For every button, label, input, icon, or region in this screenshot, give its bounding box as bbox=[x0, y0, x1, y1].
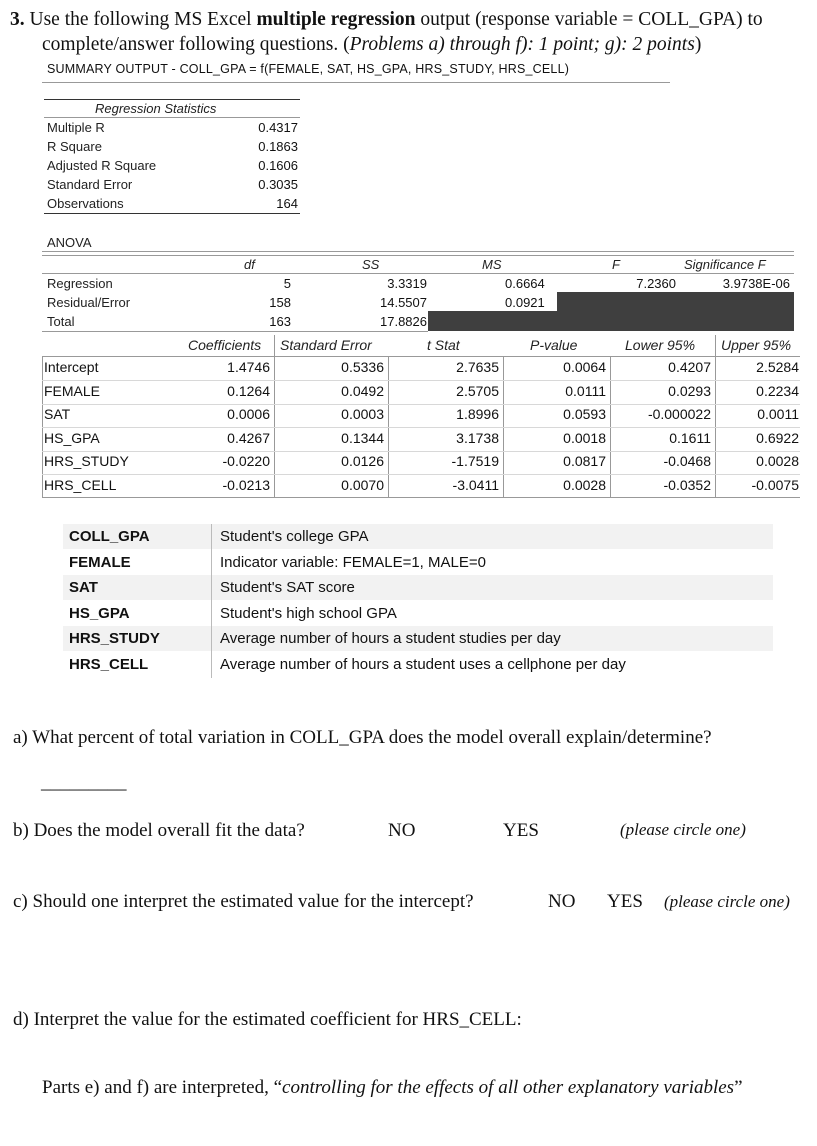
part-a-answer-blank: _________ bbox=[41, 772, 127, 793]
part-b-option-no[interactable]: NO bbox=[388, 820, 416, 841]
stat-label: Observations bbox=[47, 196, 124, 211]
question-line-2 bbox=[42, 33, 701, 57]
definition-row bbox=[63, 550, 773, 575]
stat-label: R Square bbox=[47, 139, 102, 154]
regression-statistics-header: Regression Statistics bbox=[95, 101, 217, 116]
coef-tstat: 3.1738 bbox=[456, 429, 499, 446]
coef-lower95: -0.0352 bbox=[663, 476, 711, 493]
stat-value: 0.1606 bbox=[258, 158, 298, 173]
stat-value: 0.4317 bbox=[258, 120, 298, 135]
definition-row bbox=[63, 575, 773, 600]
coef-upper95: 2.5284 bbox=[756, 359, 799, 375]
definition-description: Student's SAT score bbox=[220, 579, 355, 596]
part-b-question: b) Does the model overall fit the data? bbox=[13, 820, 305, 841]
coef-upper95: 0.0028 bbox=[756, 453, 799, 469]
definition-description: Indicator variable: FEMALE=1, MALE=0 bbox=[220, 553, 486, 571]
coef-tstat: -1.7519 bbox=[451, 453, 499, 469]
coef-standard-error: 0.5336 bbox=[341, 359, 384, 375]
coef-standard-error: 0.0070 bbox=[341, 476, 384, 493]
coef-header-upper95: Upper 95% bbox=[721, 337, 792, 353]
question-text: Use the following MS Excel bbox=[29, 9, 257, 30]
coef-value: 1.4746 bbox=[227, 359, 270, 375]
question-line-1 bbox=[10, 8, 763, 32]
parts-ef-italic: controlling for the effects of all other explanatory variables bbox=[282, 1077, 735, 1098]
coef-value: -0.0220 bbox=[222, 453, 270, 469]
coef-standard-error: 0.1344 bbox=[341, 429, 384, 446]
part-d-question: d) Interpret the value for the estimated coefficient for HRS_CELL: bbox=[13, 1009, 522, 1030]
anova-df: 158 bbox=[269, 295, 291, 310]
part-b-option-yes[interactable]: YES bbox=[503, 820, 539, 841]
part-c-note bbox=[664, 892, 790, 912]
coef-lower95: 0.0293 bbox=[668, 382, 711, 399]
coef-pvalue: 0.0018 bbox=[563, 429, 606, 446]
redacted-cell bbox=[428, 311, 794, 331]
anova-ms: 0.0921 bbox=[505, 295, 545, 310]
coef-value: -0.0213 bbox=[222, 476, 270, 493]
coef-tstat: -3.0411 bbox=[452, 476, 499, 493]
definition-variable-name: COLL_GPA bbox=[69, 528, 150, 545]
anova-ms: 0.6664 bbox=[505, 276, 545, 291]
coef-pvalue: 0.0817 bbox=[563, 453, 606, 469]
question-points: Problems a) through f): 1 point; g): 2 points bbox=[349, 34, 695, 55]
definition-row bbox=[63, 524, 773, 549]
stat-label: Standard Error bbox=[47, 177, 133, 192]
definition-variable-name: HS_GPA bbox=[69, 604, 130, 622]
coef-lower95: -0.0468 bbox=[663, 453, 711, 469]
coef-lower95: 0.1611 bbox=[669, 429, 711, 446]
anova-ss: 3.3319 bbox=[387, 276, 427, 291]
coef-value: 0.0006 bbox=[227, 406, 270, 422]
stat-label: Adjusted R Square bbox=[47, 158, 157, 173]
anova-row-label: Regression bbox=[47, 276, 113, 291]
coef-pvalue: 0.0064 bbox=[563, 359, 606, 375]
anova-header-df: df bbox=[244, 257, 255, 272]
definition-variable-name: HRS_CELL bbox=[69, 655, 149, 673]
coef-value: 0.1264 bbox=[227, 382, 270, 399]
anova-significance: 3.9738E-06 bbox=[722, 276, 790, 291]
anova-f: 7.2360 bbox=[636, 276, 676, 291]
definition-row bbox=[63, 652, 773, 677]
anova-ss: 17.8826 bbox=[380, 314, 427, 329]
stat-value: 164 bbox=[276, 196, 298, 211]
part-c-question: c) Should one interpret the estimated value for the intercept? bbox=[13, 891, 474, 912]
definition-variable-name: SAT bbox=[69, 579, 98, 596]
definition-row bbox=[63, 601, 773, 626]
anova-header-ms: MS bbox=[482, 257, 502, 272]
part-c-option-no[interactable]: NO bbox=[548, 891, 576, 912]
coef-upper95: 0.0011 bbox=[757, 406, 799, 422]
coef-row-label: HRS_CELL bbox=[44, 476, 117, 493]
definition-variable-name: FEMALE bbox=[69, 553, 131, 571]
parts-ef-note bbox=[42, 1077, 743, 1099]
anova-header-ss: SS bbox=[362, 257, 380, 272]
anova-header-f: F bbox=[612, 257, 620, 272]
anova-df: 5 bbox=[283, 276, 291, 291]
anova-df: 163 bbox=[269, 314, 291, 329]
definition-description: Student's high school GPA bbox=[220, 604, 397, 622]
part-b-note-text: (please circle one) bbox=[620, 820, 746, 839]
definition-description: Average number of hours a student studies per day bbox=[220, 630, 561, 647]
coef-header-se: Standard Error bbox=[280, 337, 372, 353]
part-c-note-text: (please circle one) bbox=[664, 892, 790, 911]
coef-pvalue: 0.0593 bbox=[563, 406, 606, 422]
stat-label: Multiple R bbox=[47, 120, 105, 135]
part-c-option-yes[interactable]: YES bbox=[607, 891, 643, 912]
coef-standard-error: 0.0003 bbox=[341, 406, 384, 422]
coef-upper95: 0.6922 bbox=[756, 429, 799, 446]
coef-header-pvalue: P-value bbox=[530, 337, 578, 353]
part-b-note bbox=[620, 820, 746, 840]
part-a-question: a) What percent of total variation in COLL_GPA does the model overall explain/determine? bbox=[13, 727, 712, 748]
question-bold-text: multiple regression bbox=[256, 9, 416, 30]
question-number: 3. bbox=[10, 9, 25, 30]
coef-row-label: HRS_STUDY bbox=[44, 453, 129, 469]
definition-variable-name: HRS_STUDY bbox=[69, 630, 160, 647]
redacted-cell bbox=[557, 292, 794, 311]
coef-standard-error: 0.0126 bbox=[341, 453, 384, 469]
question-line2-end: ) bbox=[694, 34, 702, 55]
parts-ef-pre: Parts e) and f) are interpreted, “ bbox=[42, 1077, 283, 1098]
definition-description: Student's college GPA bbox=[220, 528, 369, 545]
definition-description: Average number of hours a student uses a cellphone per day bbox=[220, 655, 626, 673]
parts-ef-post: ” bbox=[734, 1077, 743, 1098]
coef-lower95: 0.4207 bbox=[668, 359, 711, 375]
stat-value: 0.3035 bbox=[258, 177, 298, 192]
anova-header-significance: Significance F bbox=[684, 257, 766, 272]
coef-lower95: -0.000022 bbox=[647, 406, 711, 422]
coef-upper95: 0.2234 bbox=[756, 382, 799, 399]
question-text-end: output (response variable = COLL_GPA) to bbox=[415, 9, 763, 30]
coef-standard-error: 0.0492 bbox=[341, 382, 384, 399]
coef-row-label: HS_GPA bbox=[44, 429, 100, 446]
coef-pvalue: 0.0028 bbox=[563, 476, 606, 493]
anova-row-label: Total bbox=[47, 314, 75, 329]
coef-pvalue: 0.0111 bbox=[565, 382, 606, 399]
question-line2-text: complete/answer following questions. ( bbox=[42, 34, 350, 55]
coef-row-label: SAT bbox=[44, 406, 71, 422]
coef-header-lower95: Lower 95% bbox=[625, 337, 696, 353]
coef-value: 0.4267 bbox=[227, 429, 270, 446]
anova-title: ANOVA bbox=[47, 235, 92, 250]
coef-tstat: 2.7635 bbox=[456, 359, 499, 375]
coef-tstat: 2.5705 bbox=[456, 382, 499, 399]
anova-ss: 14.5507 bbox=[380, 295, 427, 310]
coef-tstat: 1.8996 bbox=[456, 406, 499, 422]
coef-upper95: -0.0075 bbox=[751, 476, 799, 493]
coef-header-tstat: t Stat bbox=[427, 337, 460, 353]
coef-row-label: FEMALE bbox=[44, 382, 101, 399]
anova-row-label: Residual/Error bbox=[47, 295, 131, 310]
stat-value: 0.1863 bbox=[258, 139, 298, 154]
definition-row bbox=[63, 626, 773, 651]
summary-title: SUMMARY OUTPUT - COLL_GPA = f(FEMALE, SAT, HS_GPA, HRS_STUDY, HRS_CELL) bbox=[47, 62, 570, 76]
coef-header-coefficients: Coefficients bbox=[188, 337, 262, 353]
coef-row-label: Intercept bbox=[44, 359, 99, 375]
